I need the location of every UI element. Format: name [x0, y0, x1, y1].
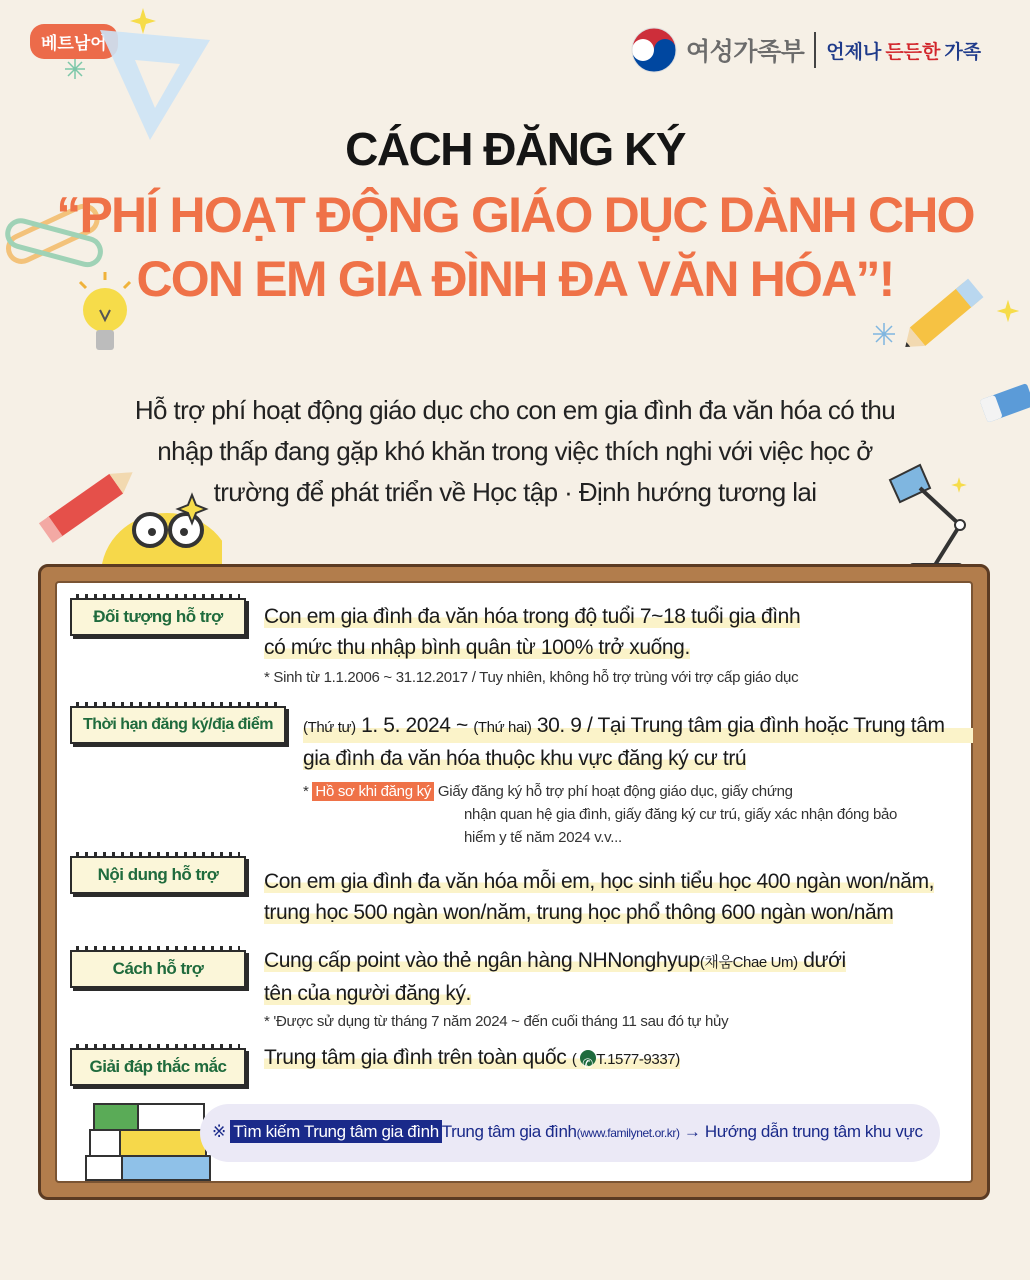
inquiry-phone: T.1577-9337	[596, 1051, 676, 1068]
subtitle-line-2: CON EM GIA ĐÌNH ĐA VĂN HÓA”!	[136, 251, 894, 307]
language-badge: 베트남어	[30, 24, 118, 59]
period-text	[303, 710, 973, 774]
period-date-end-place: 30. 9 / Tại Trung tâm gia đình hoặc Trung tâm	[536, 714, 945, 737]
label-target: Đối tượng hỗ trợ	[70, 598, 246, 636]
page-subtitle	[0, 183, 1030, 311]
label-method: Cách hỗ trợ	[70, 950, 246, 988]
inquiry-line: Trung tâm gia đình trên toàn quốc	[264, 1046, 567, 1069]
intro-text	[90, 390, 940, 513]
target-text	[264, 601, 964, 663]
regional-guide-link[interactable]: Hướng dẫn trung tâm khu vực	[704, 1122, 923, 1141]
eraser-icon	[978, 378, 1030, 428]
inquiry-text: Trung tâm gia đình trên toàn quốc ( ✆T.1577-9337)	[264, 1042, 964, 1075]
target-note: * Sinh từ 1.1.2006 ~ 31.12.2017 / Tuy nhiên, không hỗ trợ trùng với trợ cấp giáo dục	[264, 669, 799, 686]
intro-line-1: Hỗ trợ phí hoạt động giáo dục cho con em gia đình đa văn hóa có thu	[134, 395, 896, 425]
period-day-1: (Thứ tư)	[303, 719, 356, 736]
documents-line-1: Giấy đăng ký hỗ trợ phí hoạt động giáo dục, giấy chứng	[437, 783, 793, 800]
intro-line-2: nhập thấp đang gặp khó khăn trong việc thích nghi với việc học ở	[157, 436, 873, 466]
slogan-part-3: 가족	[944, 41, 982, 63]
period-day-2: (Thứ hai)	[473, 719, 532, 736]
label-content: Nội dung hỗ trợ	[70, 856, 246, 894]
label-inquiry: Giải đáp thắc mắc	[70, 1048, 246, 1086]
search-guide-text	[212, 1122, 923, 1142]
phone-icon	[580, 1050, 596, 1066]
search-tag: Tìm kiếm Trung tâm gia đình	[230, 1120, 442, 1143]
method-text	[264, 945, 964, 1009]
method-line-2: tên của người đăng ký.	[264, 982, 471, 1005]
target-line-2: có mức thu nhập bình quân từ 100% trở xuống.	[264, 636, 690, 659]
method-card-name: (채움Chae Um)	[699, 954, 798, 971]
logo-divider	[814, 32, 816, 68]
ministry-name: 여성가족부	[686, 38, 805, 66]
sparkle-icon	[872, 322, 896, 346]
slogan-part-1: 언제나	[826, 41, 882, 63]
reference-mark: ※	[212, 1122, 226, 1141]
slogan-part-2: 든든한	[885, 41, 941, 63]
sparkle-icon	[64, 58, 86, 80]
label-period: Thời hạn đăng ký/địa điểm	[70, 706, 286, 744]
star-icon	[950, 476, 968, 494]
target-line-1: Con em gia đình đa văn hóa trong độ tuổi 7~18 tuổi gia đình	[264, 605, 801, 628]
family-center-link[interactable]: Trung tâm gia đình	[441, 1122, 577, 1141]
method-note: * 'Được sử dụng từ tháng 7 năm 2024 ~ đến cuối tháng 11 sau đó tự hủy	[264, 1013, 729, 1030]
page-title: CÁCH ĐĂNG KÝ	[345, 123, 685, 175]
period-line-2: gia đình đa văn hóa thuộc khu vực đăng ký cư trú	[303, 747, 747, 770]
subtitle-line-1: “PHÍ HOẠT ĐỘNG GIÁO DỤC DÀNH CHO	[56, 187, 974, 243]
taeguk-logo-icon	[630, 26, 678, 74]
documents-line-3: hiểm y tế năm 2024 v.v...	[464, 829, 622, 846]
family-center-url[interactable]: (www.familynet.or.kr)	[576, 1126, 680, 1140]
slogan	[826, 37, 981, 64]
arrow-icon: →	[683, 1122, 701, 1141]
documents-note: * Hồ sơ khi đăng ký Giấy đăng ký hỗ trợ phí hoạt động giáo dục, giấy chứng nhận quan hệ gia đình, giấy đăng ký cư trú, giấy xác nhận đóng bảo hiểm y tế năm 2024 v.v...	[303, 780, 943, 849]
documents-line-2: nhận quan hệ gia đình, giấy đăng ký cư trú, giấy xác nhận đóng bảo	[464, 806, 898, 823]
period-date-start: 1. 5. 2024 ~	[361, 714, 468, 737]
content-text	[264, 866, 964, 928]
books-icon	[84, 1102, 214, 1186]
ministry-logo	[630, 26, 981, 74]
method-line-1a: Cung cấp point vào thẻ ngân hàng NHNonghyup	[264, 949, 700, 972]
documents-tag: Hồ sơ khi đăng ký	[312, 782, 434, 801]
content-line-1: Con em gia đình đa văn hóa mỗi em, học sinh tiểu học 400 ngàn won/năm,	[264, 870, 935, 893]
intro-line-3: trường để phát triển về Học tập · Định hướng tương lai	[213, 477, 817, 507]
method-line-1c: dưới	[803, 949, 846, 972]
content-line-2: trung học 500 ngàn won/năm, trung học phổ thông 600 ngàn won/năm	[264, 901, 894, 924]
star-icon	[128, 6, 158, 36]
